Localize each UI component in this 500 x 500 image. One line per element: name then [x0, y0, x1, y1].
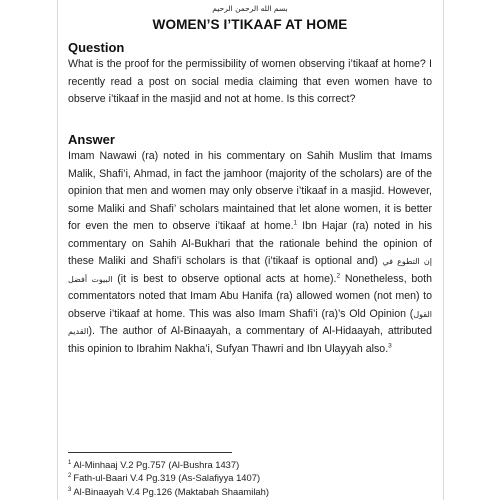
footnote-ref-1[interactable]: 1 — [293, 219, 298, 227]
footnotes-list — [68, 458, 432, 498]
footnote-ref-2[interactable]: 2 — [336, 271, 341, 279]
footnote-text: Fath-ul-Baari V.4 Pg.319 (As-Salafiyya 1407) — [73, 472, 261, 484]
answer-segment: Ibn Hajar (ra) noted in his commentary on Sahih Al-Bukhari that the rationale behind the opinion of these Maliki and Shafi’i scholars is that (i’tikaaf is optional and) — [68, 220, 432, 267]
footnote-number: 2 — [68, 473, 72, 480]
question-text: What is the proof for the permissibility of women observing i’tikaaf at home? I recently read a post on social media claiming that even women have to observe i’tikaaf in the masjid and not at home. Is this correct? — [68, 58, 432, 105]
footnote-text: Al-Binaayah V.4 Pg.126 (Maktabah Shaamilah) — [73, 485, 269, 497]
answer-heading: Answer — [68, 132, 115, 147]
footnote-item — [68, 485, 432, 498]
left-border-line — [57, 0, 58, 500]
document-page — [68, 0, 432, 500]
footnote-item — [68, 458, 432, 471]
footnote-text: Al-Minhaaj V.2 Pg.757 (Al-Bushra 1437) — [73, 459, 240, 470]
answer-text — [68, 148, 432, 358]
bismillah-header: بسم الله الرحمن الرحيم — [212, 4, 288, 13]
arabic-quote: إن التطوع في البيوت أفضل — [68, 257, 432, 284]
footnote-number: 1 — [68, 459, 72, 466]
question-heading: Question — [68, 40, 125, 55]
answer-segment: (it is best to observe optional acts at home). — [112, 272, 337, 285]
answer-segment: ). The author of Al-Binaayah, a commentary of Al-Hidaayah, attributed this opinion to Ibrahim Nakha’i, Sufyan Thawri and Ibn Ulayyah also. — [68, 325, 432, 355]
footnote-item — [68, 471, 432, 484]
page-title: WOMEN’S I’TIKAAF AT HOME — [152, 17, 348, 32]
right-border-line — [443, 0, 444, 500]
answer-segment: Nonetheless, both commentators noted that Imam Abu Hanifa (ra) allowed women (not men) to observe i’tikaaf at home. This was also Imam Shafi’i (ra)’s Old Opinion ( — [68, 272, 433, 320]
footnote-ref-3[interactable]: 3 — [388, 341, 392, 349]
arabic-term: القول القديم — [68, 309, 432, 336]
footnote-divider — [68, 452, 232, 453]
footnote-number: 3 — [68, 486, 72, 493]
answer-segment: Imam Nawawi (ra) noted in his commentary on Sahih Muslim that Imams Malik, Shafi’i, Ahmad, in fact the jamhoor (majority of the scholars) are of the opinion that men and women may only observe i’tikaaf in a masjid. However, some Maliki and Shafi’ scholars maintained that let alone women, it is better for even the men to observe i’tikaaf at home. — [68, 150, 432, 232]
